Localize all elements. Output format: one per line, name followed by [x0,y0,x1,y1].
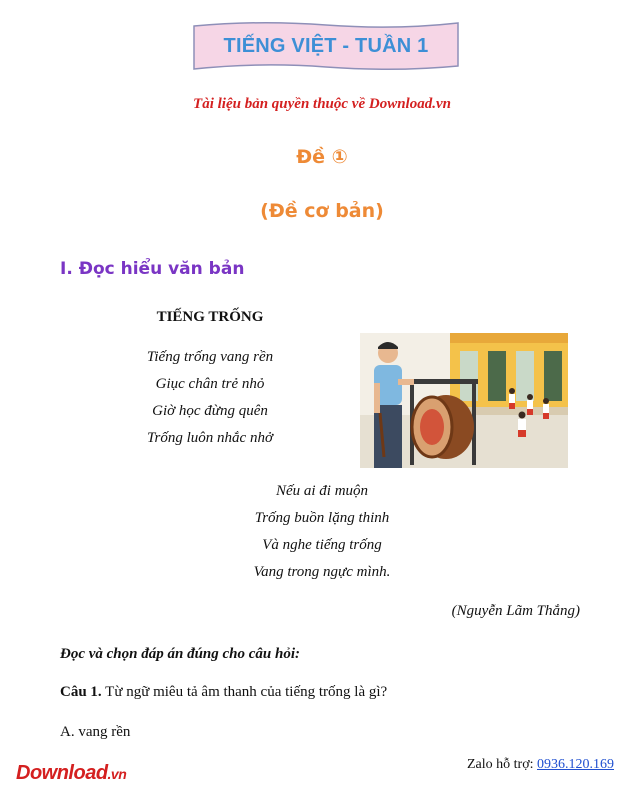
support-phone-link[interactable]: 0936.120.169 [537,757,614,772]
question-1-option-a: A. vang rền [60,724,131,740]
poem-line: Tiếng trống vang rền [146,349,274,365]
poem-line: Vang trong ngực mình. [253,564,391,580]
exam-subtitle: (Đề cơ bản) [260,200,384,222]
drum-illustration [360,333,568,468]
poem-line: Giờ học đừng quên [152,403,268,419]
poem-author: (Nguyễn Lãm Thắng) [451,603,580,619]
poem-stanza-2 [212,478,432,586]
poem-line: Nếu ai đi muộn [275,483,369,499]
question-1 [60,684,387,701]
poem-line: Trống luôn nhắc nhở [147,430,273,446]
poem-line: Giục chân trẻ nhỏ [155,376,265,392]
zalo-support [467,757,614,773]
poem-line: Trống buồn lặng thinh [254,510,390,526]
download-logo[interactable] [16,762,126,785]
title-banner [190,20,462,72]
question-1-label: Câu 1. [60,684,102,700]
page-title: TIẾNG VIỆT - TUẦN 1 [223,34,429,57]
logo-tld: .vn [107,766,127,782]
question-1-text: Từ ngữ miêu tả âm thanh của tiếng trống là gì? [101,684,388,700]
poem-stanza-1 [100,344,320,452]
poem-line: Và nghe tiếng trống [262,537,382,553]
exam-title: Đề ① [296,146,348,168]
question-instruction: Đọc và chọn đáp án đúng cho câu hỏi: [60,646,301,662]
copyright-notice: Tài liệu bản quyền thuộc về Download.vn [193,96,451,112]
support-label: Zalo hỗ trợ: [467,757,537,772]
poem-title: TIẾNG TRỐNG [156,309,264,325]
section-heading: I. Đọc hiểu văn bản [60,259,245,279]
logo-main: Download [16,762,108,784]
